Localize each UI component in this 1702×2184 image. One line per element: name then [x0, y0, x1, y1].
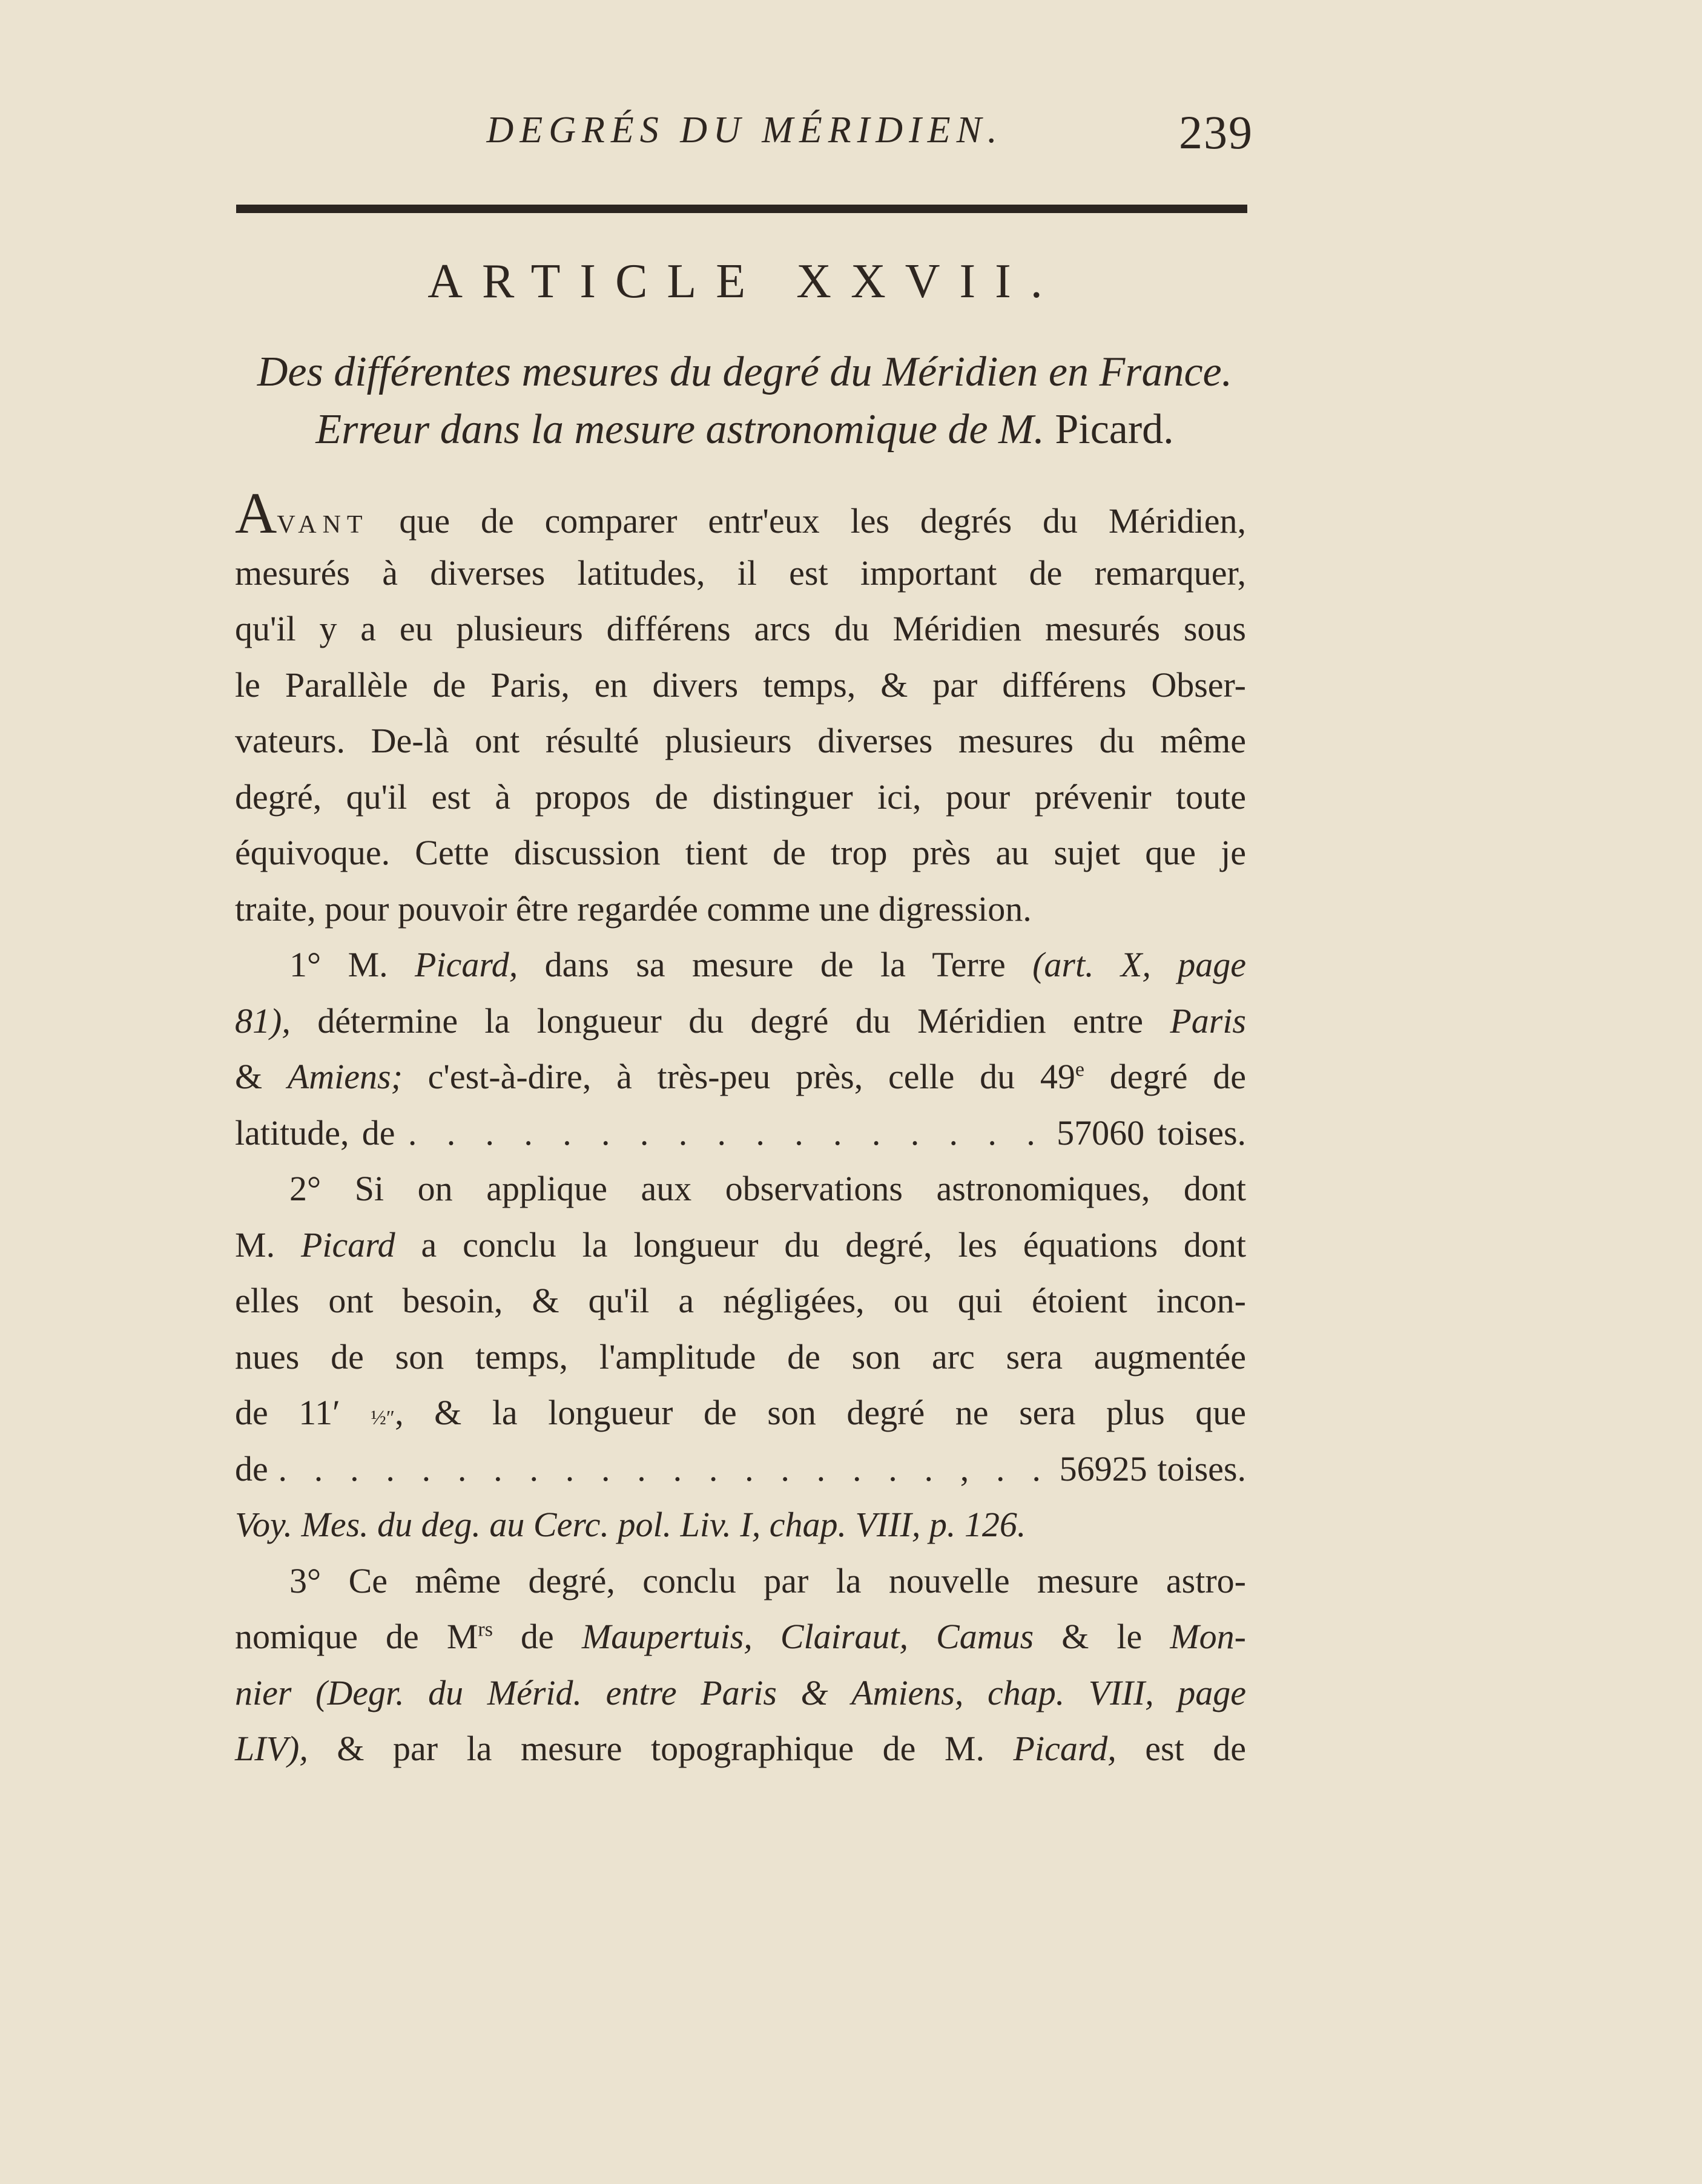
- text-line: le Parallèle de Paris, en divers temps, & par différens Obser-: [235, 665, 1246, 705]
- reference-line: Voy. Mes. du deg. au Cerc. pol. Liv. I, chap. VIII, p. 126.: [235, 1505, 1026, 1544]
- measured-value: 56925 toises.: [1059, 1449, 1246, 1488]
- subtitle-name: Picard.: [1055, 406, 1174, 453]
- small-caps-word: VANT: [277, 511, 369, 539]
- article-subtitle-line1: Des différentes mesures du degré du Méridien en France.: [257, 349, 1233, 395]
- drop-cap: A: [235, 481, 277, 545]
- text-line: de . . . . . . . . . . . . . . . . . . . , . . 56925 toises.: [235, 1449, 1246, 1488]
- text-line: mesurés à diverses latitudes, il est important de remarquer,: [235, 553, 1246, 593]
- dot-leaders: . . . . . . . . . . . . . . . . .: [407, 1113, 1044, 1153]
- page-header: [236, 106, 1253, 182]
- article-title: ARTICLE XXVII.: [427, 255, 1062, 308]
- subtitle-italic: Erreur dans la mesure astronomique de M.: [315, 406, 1044, 453]
- text-line: traite, pour pouvoir être regardée comme une digression.: [235, 889, 1032, 929]
- body-text: [235, 481, 1247, 1777]
- text-line: 3° Ce même degré, conclu par la nouvelle mesure astro-: [289, 1561, 1246, 1600]
- text-line: 2° Si on applique aux observations astronomiques, dont: [289, 1169, 1246, 1208]
- text-line: M. Picard a conclu la longueur du degré, les équations dont: [235, 1225, 1246, 1265]
- text-line: & Amiens; c'est-à-dire, à très-peu près, celle du 49e degré de: [235, 1057, 1247, 1096]
- text-line: qu'il y a eu plusieurs différens arcs du Méridien mesurés sous: [235, 609, 1246, 648]
- text-line: nomique de $M^{rs}$ de Maupertuis, Clairaut, Camus & le Mon-: [235, 1617, 1246, 1656]
- measured-value: 57060 toises.: [1057, 1113, 1247, 1153]
- text-line: 1° M. Picard, dans sa mesure de la Terre (art. X, page: [289, 945, 1247, 984]
- text-line: nier (Degr. du Mérid. entre Paris & Amiens, chap. VIII, page: [235, 1673, 1246, 1712]
- text-line: équivoque. Cette discussion tient de trop près au sujet que je: [235, 833, 1246, 872]
- text-line: de 11′ ½″, & la longueur de son degré ne sera plus que: [235, 1393, 1246, 1432]
- text-line: elles ont besoin, & qu'il a négligées, ou qui étoient incon-: [235, 1281, 1246, 1320]
- text-line: LIV), & par la mesure topographique de M. Picard, est de: [235, 1729, 1247, 1768]
- text-line: 81), détermine la longueur du degré du Méridien entre Paris: [235, 1001, 1246, 1041]
- article-subtitle-line2: [236, 406, 1253, 454]
- text-line: vateurs. De-là ont résulté plusieurs diverses mesures du même: [235, 721, 1246, 760]
- header-rule: [236, 205, 1247, 213]
- text-line: degré, qu'il est à propos de distinguer ici, pour prévenir toute: [235, 777, 1246, 817]
- page-number: 239: [1179, 106, 1253, 159]
- text-line: nues de son temps, l'amplitude de son arc sera augmentée: [235, 1337, 1246, 1377]
- running-title: DEGRÉS DU MÉRIDIEN.: [486, 110, 1003, 151]
- text-line: latitude, de . . . . . . . . . . . . . . . . . 57060 toises.: [235, 1113, 1247, 1153]
- dot-leaders: . . . . . . . . . . . . . . . . . . . , . .: [278, 1449, 1049, 1488]
- text-line: AVANT que de comparer entr'eux les degrés du Méridien,: [235, 481, 1246, 545]
